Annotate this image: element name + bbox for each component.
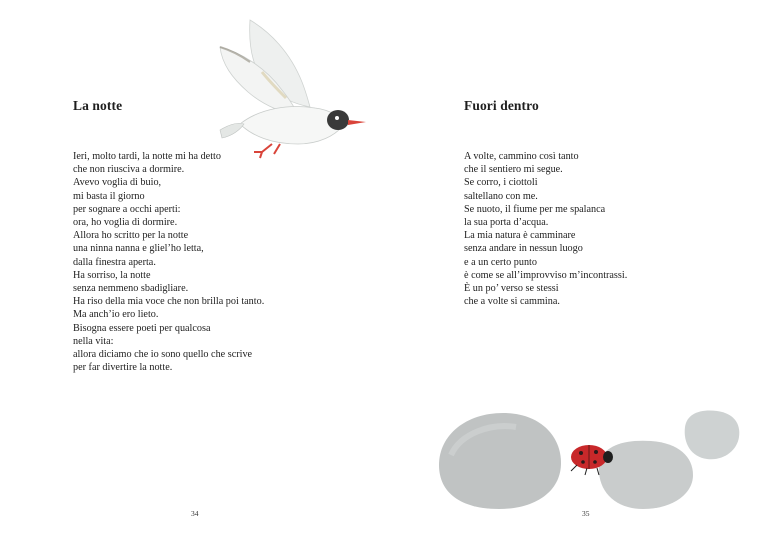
page-number-left: 34 — [191, 509, 199, 518]
poem-line: Ha riso della mia voce che non brilla poi tanto. — [73, 296, 265, 308]
poem-line: che il sentiero mi segue. — [464, 164, 563, 176]
poem-line: Ma anch’io ero lieto. — [73, 309, 159, 321]
poem-line: Allora ho scritto per la notte — [73, 230, 189, 242]
poem-line: dalla finestra aperta. — [73, 256, 156, 268]
poem-line: Avevo voglia di buio, — [73, 177, 162, 189]
poem-line: mi basta il giorno — [73, 190, 145, 202]
poem-line: allora diciamo che io sono quello che scrive — [73, 349, 253, 361]
poem-line: senza andare in nessun luogo — [464, 243, 583, 255]
poem-line: ora, ho voglia di dormire. — [73, 217, 178, 229]
poem-line: la sua porta d’acqua. — [464, 217, 549, 229]
poem-line: è come se all’improvviso m’incontrassi. — [464, 269, 628, 281]
poem-line: Se nuoto, il fiume per me spalanca — [464, 203, 606, 215]
poem-line: e a un certo punto — [464, 256, 537, 268]
page-number-right: 35 — [582, 509, 590, 518]
poem-body-la-notte — [73, 150, 264, 374]
stones-ladybug-illustration — [431, 405, 751, 517]
poem-line: La mia natura è camminare — [464, 230, 576, 242]
poem-line: che non riusciva a dormire. — [73, 164, 185, 176]
poem-line: per sognare a occhi aperti: — [73, 203, 181, 215]
poem-line: nella vita: — [73, 335, 114, 347]
poem-line: A volte, cammino così tanto — [464, 151, 579, 162]
poem-line: per far divertire la notte. — [73, 362, 173, 374]
poem-line: Se corro, i ciottoli — [464, 177, 538, 189]
poem-line: saltellano con me. — [464, 190, 538, 202]
poem-line: Ha sorriso, la notte — [73, 269, 151, 281]
poem-line: È un po’ verso se stessi — [464, 283, 559, 295]
poem-line: senza nemmeno sbadigliare. — [73, 283, 189, 295]
poem-line: Ieri, molto tardi, la notte mi ha detto — [73, 151, 221, 162]
seagull-illustration — [210, 12, 375, 162]
right-page — [391, 0, 782, 549]
poem-line: una ninna nanna e gliel’ho letta, — [73, 243, 204, 255]
poem-title-la-notte: La notte — [73, 98, 123, 113]
poem-body-fuori-dentro — [464, 150, 627, 308]
poem-line: che a volte si cammina. — [464, 296, 560, 308]
poem-title-fuori-dentro: Fuori dentro — [464, 98, 539, 113]
poem-line: Bisogna essere poeti per qualcosa — [73, 322, 211, 334]
